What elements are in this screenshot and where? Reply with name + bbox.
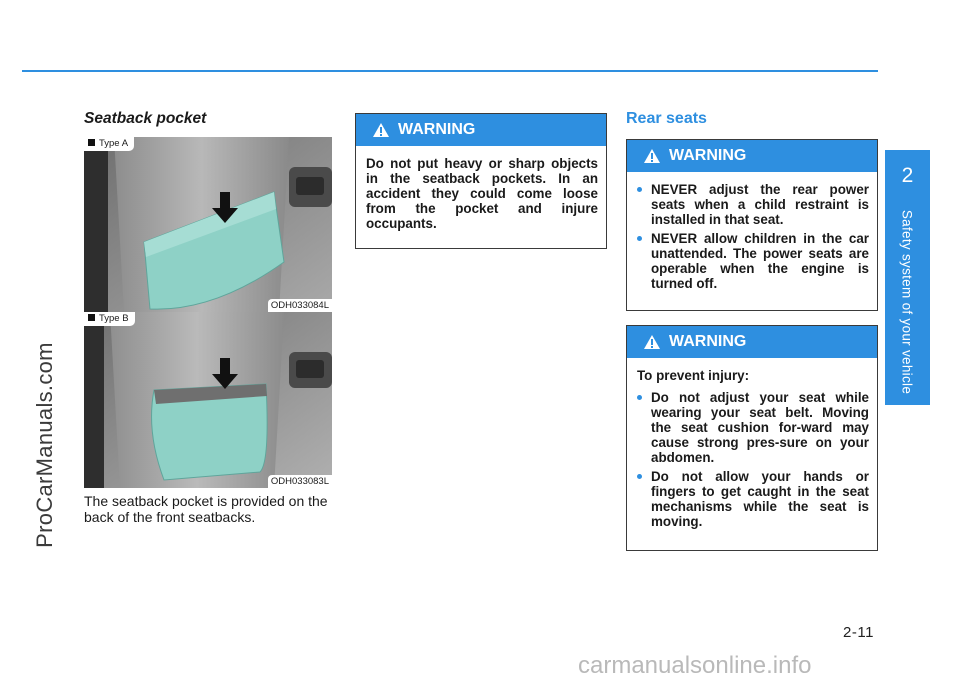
figure-type-label: Type B [84,312,135,326]
chapter-title: Safety system of your vehicle [899,209,915,395]
bullet-icon [637,395,642,400]
warning-header [627,326,877,358]
warning-triangle-icon [372,122,390,138]
bullet-icon [88,314,95,321]
warning-triangle-icon [643,148,661,164]
seatback-photo-b [84,312,332,488]
warning-label: WARNING [398,121,476,138]
warning-bullet: NEVER allow children in the car unattended. The power seats are operable when the engine is turned off. [637,231,869,291]
warning-bullet: Do not allow your hands or fingers to get caught in the seat mechanisms while the seat is moving. [637,469,869,529]
warning-header [356,114,606,146]
bullet-icon [88,139,95,146]
figure-code: ODH033084L [268,299,332,312]
warning-box [626,139,878,311]
figure-type-label: Type A [84,137,134,151]
watermark-bottom[interactable]: carmanualsonline.info [578,652,812,679]
chapter-number: 2 [901,164,914,187]
warning-label: WARNING [669,147,747,164]
seatback-photo-a [84,137,332,312]
page-number: 2-11 [843,624,874,641]
warning-text: Do not put heavy or sharp objects in the seatback pockets. In an accident they could come loose from the pocket and injure occupants. [366,156,598,231]
warning-header [627,140,877,172]
bullet-icon [637,236,642,241]
body-text: The seatback pocket is provided on the back of the front seatbacks. [84,493,328,525]
warning-bullet: NEVER adjust the rear power seats when a child restraint is installed in that seat. [637,182,869,227]
top-rule [22,70,878,72]
warning-box [626,325,878,551]
figure-type-b [84,312,332,488]
bullet-icon [637,187,642,192]
warning-body [627,358,877,529]
warning-triangle-icon [643,334,661,350]
warning-body [627,172,877,291]
warning-box [355,113,607,249]
figure-type-a [84,137,332,312]
section-heading: Seatback pocket [84,110,207,127]
chapter-tab [885,150,930,405]
rear-seats-heading: Rear seats [626,110,707,127]
watermark-left[interactable]: ProCarManuals.com [32,342,57,548]
warning-body [356,146,606,231]
bullet-icon [637,474,642,479]
warning-bullet: Do not adjust your seat while wearing your seat belt. Moving the seat cushion for-ward may cause strong pres-sure on your abdomen. [637,390,869,465]
figure-code: ODH033083L [268,475,332,488]
warning-intro: To prevent injury: [637,368,750,383]
warning-label: WARNING [669,333,747,350]
